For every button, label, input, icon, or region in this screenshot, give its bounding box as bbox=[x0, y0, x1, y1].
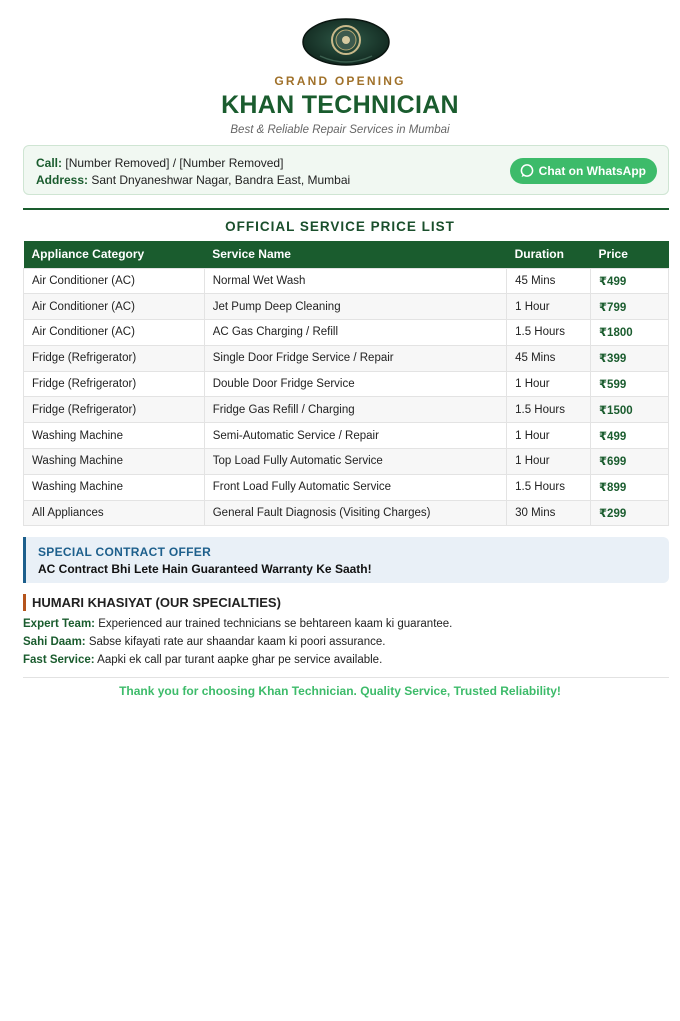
specialties-heading: HUMARI KHASIYAT (OUR SPECIALTIES) bbox=[23, 594, 281, 611]
whatsapp-button[interactable] bbox=[510, 158, 657, 184]
emblem-badge-icon bbox=[302, 18, 390, 66]
table-row bbox=[24, 320, 669, 346]
price-cell: ₹1500 bbox=[591, 397, 669, 423]
service-cell: Normal Wet Wash bbox=[204, 268, 506, 294]
service-cell: Fridge Gas Refill / Charging bbox=[204, 397, 506, 423]
offer-text: AC Contract Bhi Lete Hain Guaranteed Warranty Ke Saath! bbox=[38, 562, 372, 576]
service-cell: Double Door Fridge Service bbox=[204, 371, 506, 397]
column-header-service: Service Name bbox=[204, 241, 506, 268]
service-cell: Jet Pump Deep Cleaning bbox=[204, 294, 506, 320]
service-cell: Top Load Fully Automatic Service bbox=[204, 449, 506, 475]
address-value: Sant Dnyaneshwar Nagar, Bandra East, Mumbai bbox=[91, 173, 351, 187]
column-header-duration: Duration bbox=[507, 241, 591, 268]
footer-divider bbox=[23, 677, 669, 678]
brand-title: KHAN TECHNICIAN bbox=[221, 91, 459, 119]
duration-cell: 1 Hour bbox=[507, 423, 591, 449]
price-cell: ₹299 bbox=[591, 500, 669, 526]
price-table bbox=[23, 241, 669, 526]
logo bbox=[302, 18, 390, 66]
call-label: Call: bbox=[36, 156, 63, 170]
category-cell: Washing Machine bbox=[24, 449, 205, 475]
thank-you-message: Thank you for choosing Khan Technician. Quality Service, Trusted Reliability! bbox=[119, 684, 561, 698]
section-divider bbox=[23, 208, 669, 210]
category-cell: All Appliances bbox=[24, 500, 205, 526]
price-cell: ₹599 bbox=[591, 371, 669, 397]
table-row bbox=[24, 345, 669, 371]
specialty-label: Fast Service: bbox=[23, 654, 95, 666]
category-cell: Air Conditioner (AC) bbox=[24, 268, 205, 294]
specialty-label: Expert Team: bbox=[23, 618, 96, 630]
duration-cell: 1.5 Hours bbox=[507, 397, 591, 423]
specialty-text: Aapki ek call par turant aapke ghar pe service available. bbox=[94, 654, 383, 666]
specialty-item bbox=[23, 636, 385, 648]
table-row bbox=[24, 449, 669, 475]
duration-cell: 1 Hour bbox=[507, 294, 591, 320]
special-offer-box bbox=[23, 537, 669, 583]
price-cell: ₹799 bbox=[591, 294, 669, 320]
offer-title: SPECIAL CONTRACT OFFER bbox=[38, 545, 212, 559]
call-value: [Number Removed] / [Number Removed] bbox=[65, 156, 284, 170]
duration-cell: 45 Mins bbox=[507, 268, 591, 294]
service-cell: Front Load Fully Automatic Service bbox=[204, 474, 506, 500]
column-header-category: Appliance Category bbox=[24, 241, 205, 268]
price-cell: ₹1800 bbox=[591, 320, 669, 346]
duration-cell: 1.5 Hours bbox=[507, 320, 591, 346]
duration-cell: 1.5 Hours bbox=[507, 474, 591, 500]
call-line bbox=[36, 156, 283, 170]
price-cell: ₹499 bbox=[591, 268, 669, 294]
category-cell: Washing Machine bbox=[24, 423, 205, 449]
category-cell: Fridge (Refrigerator) bbox=[24, 345, 205, 371]
whatsapp-label: Chat on WhatsApp bbox=[538, 164, 646, 178]
category-cell: Fridge (Refrigerator) bbox=[24, 397, 205, 423]
grand-opening-label: GRAND OPENING bbox=[274, 74, 406, 88]
price-cell: ₹499 bbox=[591, 423, 669, 449]
duration-cell: 45 Mins bbox=[507, 345, 591, 371]
specialty-label: Sahi Daam: bbox=[23, 636, 86, 648]
specialty-text: Experienced aur trained technicians se behtareen kaam ki guarantee. bbox=[95, 618, 453, 630]
duration-cell: 1 Hour bbox=[507, 371, 591, 397]
chat-bubble-icon bbox=[520, 164, 534, 178]
table-row bbox=[24, 268, 669, 294]
specialty-item bbox=[23, 618, 452, 630]
address-label: Address: bbox=[36, 173, 89, 187]
table-row bbox=[24, 294, 669, 320]
service-cell: General Fault Diagnosis (Visiting Charges) bbox=[204, 500, 506, 526]
specialty-text: Sabse kifayati rate aur shaandar kaam ki poori assurance. bbox=[85, 636, 386, 648]
price-cell: ₹699 bbox=[591, 449, 669, 475]
price-cell: ₹399 bbox=[591, 345, 669, 371]
duration-cell: 30 Mins bbox=[507, 500, 591, 526]
category-cell: Fridge (Refrigerator) bbox=[24, 371, 205, 397]
category-cell: Washing Machine bbox=[24, 474, 205, 500]
service-cell: Semi-Automatic Service / Repair bbox=[204, 423, 506, 449]
category-cell: Air Conditioner (AC) bbox=[24, 320, 205, 346]
service-cell: Single Door Fridge Service / Repair bbox=[204, 345, 506, 371]
table-row bbox=[24, 397, 669, 423]
address-line bbox=[36, 173, 350, 187]
service-cell: AC Gas Charging / Refill bbox=[204, 320, 506, 346]
column-header-price: Price bbox=[591, 241, 669, 268]
price-cell: ₹899 bbox=[591, 474, 669, 500]
table-row bbox=[24, 423, 669, 449]
table-header-row bbox=[24, 241, 669, 268]
duration-cell: 1 Hour bbox=[507, 449, 591, 475]
contact-card bbox=[23, 145, 669, 195]
category-cell: Air Conditioner (AC) bbox=[24, 294, 205, 320]
tagline: Best & Reliable Repair Services in Mumbai bbox=[230, 124, 450, 136]
price-list-title: OFFICIAL SERVICE PRICE LIST bbox=[225, 219, 455, 234]
table-row bbox=[24, 371, 669, 397]
specialty-item bbox=[23, 654, 382, 666]
table-row bbox=[24, 474, 669, 500]
table-row bbox=[24, 500, 669, 526]
